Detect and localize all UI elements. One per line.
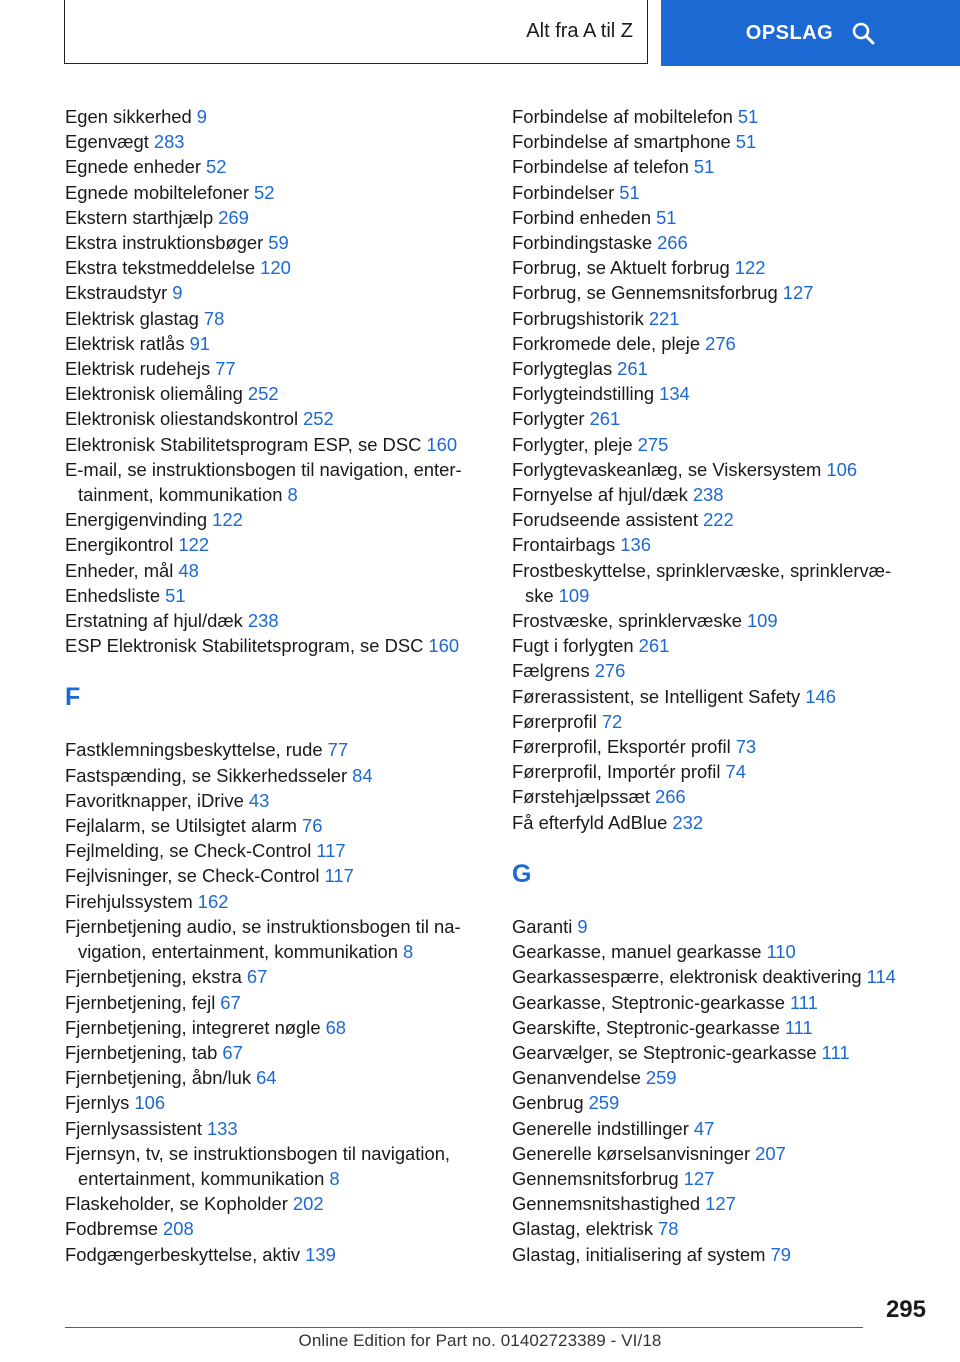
page-reference-link[interactable]: 79	[770, 1243, 791, 1265]
index-entry-text: Frostvæske, sprinklervæske	[512, 610, 742, 632]
page-reference-link[interactable]: 259	[645, 1067, 677, 1089]
page-reference-link[interactable]: 117	[316, 840, 346, 862]
index-entry	[65, 608, 485, 633]
page-reference-link[interactable]: 269	[218, 206, 249, 228]
page-reference-link[interactable]: 9	[196, 106, 208, 127]
index-entry-text: Genbrug	[512, 1092, 584, 1114]
page-reference-link[interactable]: 78	[658, 1218, 679, 1240]
page-reference-link[interactable]: 252	[247, 383, 279, 405]
index-entry-text: Forlygtevaskeanlæg, se Viskersystem	[512, 458, 822, 480]
index-entry	[65, 306, 485, 331]
page-reference-link[interactable]: 122	[734, 257, 766, 279]
page-reference-link[interactable]: 252	[303, 408, 334, 430]
search-icon	[851, 21, 875, 45]
index-entry-text: Få efterfyld AdBlue	[512, 811, 668, 833]
top-navigation	[0, 0, 960, 66]
index-entry	[512, 1141, 912, 1166]
index-entry	[65, 507, 485, 532]
page-reference-link[interactable]: 111	[789, 991, 818, 1013]
index-entry-text: Ekstern starthjælp	[65, 206, 214, 228]
index-entry-text: Flaskeholder, se Kopholder	[65, 1193, 288, 1215]
page-reference-link[interactable]: 52	[206, 156, 227, 178]
page-reference-link[interactable]: 43	[248, 789, 270, 811]
index-entry-text: Fjernbetjening, integreret nøgle	[65, 1016, 321, 1038]
index-entry	[65, 1242, 485, 1267]
index-entry-text: Fjernbetjening audio, se instruktionsbogen til na-vigation, entertainment, kommunikation	[65, 915, 461, 963]
index-entry-text: Generelle kørselsanvisninger	[512, 1142, 751, 1164]
index-entry	[65, 1191, 485, 1216]
index-entry-text: Forkromede dele, pleje	[512, 332, 701, 354]
page-reference-link[interactable]: 134	[659, 383, 690, 405]
page-reference-link[interactable]: 127	[782, 282, 814, 304]
index-entry	[512, 306, 912, 331]
index-entry-text: Fodgængerbeskyttelse, aktiv	[65, 1243, 301, 1265]
index-entry	[512, 381, 912, 406]
page-reference-link[interactable]: 117	[324, 865, 354, 887]
page-reference-link[interactable]: 259	[588, 1092, 620, 1114]
page-reference-link[interactable]: 114	[866, 966, 896, 988]
index-entry-text: Fugt i forlygten	[512, 635, 634, 657]
index-entry-text: Gearvælger, se Steptronic-gearkasse	[512, 1041, 817, 1063]
index-entry-text: Forlygter, pleje	[512, 433, 633, 455]
index-entry-text: Frostbeskyttelse, sprinklervæske, sprinklervæ-ske	[512, 559, 892, 606]
index-entry	[512, 784, 912, 809]
index-entry-text: Elektrisk glastag	[65, 307, 199, 329]
index-entry-text: Ekstra instruktionsbøger	[65, 232, 264, 254]
index-entry-text: Forbindelse af telefon	[512, 156, 689, 178]
page-reference-link[interactable]: 59	[268, 232, 289, 254]
page-reference-link[interactable]: 275	[637, 433, 669, 455]
page-reference-link[interactable]: 72	[601, 710, 623, 732]
page-reference-link[interactable]: 208	[163, 1218, 194, 1240]
index-entry-text: Generelle indstillinger	[512, 1117, 689, 1139]
page-reference-link[interactable]: 8	[402, 941, 414, 963]
index-entry-text: ESP Elektronisk Stabilitetsprogram, se DSC	[65, 635, 424, 657]
index-entry	[65, 532, 485, 557]
page-reference-link[interactable]: 111	[784, 1016, 813, 1038]
index-entry-text: Forbindelse af smartphone	[512, 131, 731, 153]
index-entry	[512, 532, 912, 557]
index-entry-text: Forlygteindstilling	[512, 383, 655, 405]
index-entry-text: Forlygteglas	[512, 358, 613, 380]
index-entry-text: Fastklemningsbeskyttelse, rude	[65, 739, 323, 761]
index-entry-text: Ekstraudstyr	[65, 282, 168, 304]
page-reference-link[interactable]: 222	[703, 509, 734, 531]
page-reference-link[interactable]: 91	[189, 332, 211, 354]
index-entry-text: Fejlvisninger, se Check-Control	[65, 865, 320, 887]
index-entry-text: Gearkasse, Steptronic-gearkasse	[512, 991, 785, 1013]
page-reference-link[interactable]: 221	[648, 307, 680, 329]
page-reference-link[interactable]: 68	[325, 1016, 347, 1038]
index-entry	[65, 255, 485, 280]
index-entry	[512, 331, 912, 356]
page-reference-link[interactable]: 48	[178, 559, 199, 581]
index-entry	[512, 633, 912, 658]
tab-alt-fra-a-til-z[interactable]	[64, 0, 648, 64]
page-reference-link[interactable]: 109	[558, 584, 590, 606]
page-reference-link[interactable]: 139	[305, 1243, 336, 1265]
tab-opslag-label: OPSLAG	[745, 21, 834, 44]
index-entry-text: Forbindelser	[512, 181, 615, 203]
index-entry	[512, 734, 912, 759]
index-entry	[65, 1116, 485, 1141]
page-reference-link[interactable]: 8	[287, 484, 298, 506]
index-entry-text: Fjernlysassistent	[65, 1117, 202, 1139]
page-reference-link[interactable]: 238	[247, 610, 279, 632]
page-reference-link[interactable]: 9	[172, 282, 183, 304]
page-reference-link[interactable]: 266	[657, 232, 688, 254]
index-entry	[65, 457, 485, 507]
index-entry	[512, 759, 912, 784]
index-entry-text: Egen sikkerhed	[65, 106, 192, 127]
page-reference-link[interactable]: 136	[620, 534, 651, 556]
page-reference-link[interactable]: 47	[693, 1117, 715, 1139]
section-letter-g: G	[512, 859, 532, 888]
index-entry	[512, 154, 912, 179]
index-entry	[512, 939, 912, 964]
page-reference-link[interactable]: 106	[826, 458, 858, 480]
index-entry-text: Fastspænding, se Sikkerhedsseler	[65, 764, 348, 786]
index-entry	[65, 406, 485, 431]
index-entry	[512, 709, 912, 734]
index-entry	[512, 558, 912, 608]
index-column-left	[65, 104, 485, 1267]
page-reference-link[interactable]: 160	[426, 433, 458, 455]
index-entry	[65, 356, 485, 381]
index-entry	[65, 838, 485, 863]
index-entry	[65, 154, 485, 179]
index-entry-text: Gearkassespærre, elektronisk deaktivering	[512, 966, 862, 988]
tab-az-label: Alt fra A til Z	[526, 20, 633, 42]
page-reference-link[interactable]: 106	[134, 1092, 166, 1114]
index-entry	[512, 129, 912, 154]
index-entry	[512, 406, 912, 431]
page-reference-link[interactable]: 52	[254, 181, 275, 203]
index-entry	[65, 1015, 485, 1040]
index-entry-text: Fjernlys	[65, 1092, 130, 1114]
index-entry	[512, 684, 912, 709]
tab-opslag[interactable]	[661, 0, 960, 66]
index-entry	[65, 889, 485, 914]
index-entry	[65, 558, 485, 583]
index-entry	[65, 280, 485, 305]
index-entry-text: Egnede mobiltelefoner	[65, 181, 250, 203]
index-entry-text: Forbrug, se Aktuelt forbrug	[512, 257, 730, 279]
index-entry-text: Fejlmelding, se Check-Control	[65, 840, 312, 862]
page-reference-link[interactable]: 9	[577, 915, 588, 937]
page-reference-link[interactable]: 162	[197, 890, 229, 912]
index-entry	[65, 1141, 485, 1191]
index-entry	[512, 964, 912, 989]
index-entry	[65, 633, 485, 658]
index-entry-text: Frontairbags	[512, 534, 616, 556]
page-reference-link[interactable]: 110	[766, 941, 796, 963]
page-reference-link[interactable]: 266	[654, 786, 686, 808]
page-reference-link[interactable]: 160	[428, 635, 460, 657]
index-entry-text: Gearkasse, manuel gearkasse	[512, 941, 762, 963]
index-entry-text: Fjernbetjening, åbn/luk	[65, 1067, 252, 1089]
index-entry-text: Gearskifte, Steptronic-gearkasse	[512, 1016, 780, 1038]
index-entry	[512, 658, 912, 683]
index-entry-text: Førerprofil, Eksportér profil	[512, 736, 731, 758]
index-entry	[512, 1065, 912, 1090]
index-entry-text: Fjernbetjening, ekstra	[65, 966, 242, 988]
page-reference-link[interactable]: 74	[725, 761, 746, 783]
index-entry	[65, 205, 485, 230]
index-entry-text: Fjernbetjening, tab	[65, 1041, 218, 1063]
page-reference-link[interactable]: 73	[735, 736, 757, 758]
page-reference-link[interactable]: 76	[301, 815, 323, 837]
page-reference-link[interactable]: 51	[619, 181, 640, 203]
page-reference-link[interactable]: 8	[329, 1167, 340, 1189]
page-reference-link[interactable]: 64	[256, 1067, 277, 1089]
page-reference-link[interactable]: 67	[220, 991, 241, 1013]
index-entry-text: Enheder, mål	[65, 559, 174, 581]
index-entry-text: Ekstra tekstmeddelelse	[65, 257, 256, 279]
index-entry	[512, 432, 912, 457]
index-entry-text: Glastag, elektrisk	[512, 1218, 654, 1240]
footer-edition	[0, 1331, 960, 1351]
index-entry	[512, 104, 912, 129]
index-entry	[512, 507, 912, 532]
index-entry	[512, 457, 912, 482]
index-entry-text: Egenvægt	[65, 131, 149, 153]
page-reference-link[interactable]: 84	[352, 764, 373, 786]
page-reference-link[interactable]: 146	[805, 685, 836, 707]
index-entry-text: Forbrugshistorik	[512, 307, 644, 329]
index-entry-text: Fjernbetjening, fejl	[65, 991, 216, 1013]
index-entry-text: Erstatning af hjul/dæk	[65, 610, 243, 632]
page-reference-link[interactable]: 67	[246, 966, 268, 988]
page-reference-link[interactable]: 111	[821, 1041, 850, 1063]
index-entry	[512, 608, 912, 633]
page-reference-link[interactable]: 283	[153, 131, 185, 153]
index-entry-text: Energikontrol	[65, 534, 174, 556]
index-entry	[512, 1015, 912, 1040]
index-entry	[512, 280, 912, 305]
page-reference-link[interactable]: 122	[212, 509, 243, 531]
index-entry	[65, 914, 485, 964]
page-reference-link[interactable]: 127	[705, 1193, 736, 1215]
index-entry	[512, 914, 912, 939]
index-entry	[65, 1216, 485, 1241]
index-entry-text: Firehjulssystem	[65, 890, 193, 912]
page-reference-link[interactable]: 51	[737, 106, 759, 127]
index-entry-text: Elektronisk oliestandskontrol	[65, 408, 299, 430]
index-entry	[65, 1065, 485, 1090]
page-reference-link[interactable]: 232	[672, 811, 704, 833]
index-entry-text: Enhedsliste	[65, 584, 161, 606]
index-entry	[65, 788, 485, 813]
index-entry	[65, 432, 485, 457]
page-reference-link[interactable]: 120	[260, 257, 291, 279]
page-reference-link[interactable]: 67	[222, 1041, 243, 1063]
index-entry-text: Fodbremse	[65, 1218, 159, 1240]
index-column-right	[512, 104, 912, 1267]
page-reference-link[interactable]: 276	[705, 332, 736, 354]
page-reference-link[interactable]: 51	[165, 584, 186, 606]
index-entry	[65, 180, 485, 205]
footer-divider	[65, 1327, 863, 1328]
index-entry-text: Favoritknapper, iDrive	[65, 789, 244, 811]
index-entry-text: Førstehjælpssæt	[512, 786, 650, 808]
index-entry	[512, 990, 912, 1015]
index-entry	[512, 1216, 912, 1241]
page-reference-link[interactable]: 276	[594, 660, 626, 682]
section-letter-f: F	[65, 683, 81, 712]
index-entry-text: Fejlalarm, se Utilsigtet alarm	[65, 815, 297, 837]
page-reference-link[interactable]: 238	[692, 484, 724, 506]
footer-edition-text: Online Edition for Part no. 01402723389 - VI/18	[298, 1331, 662, 1350]
page-reference-link[interactable]: 261	[617, 358, 648, 380]
page-reference-link[interactable]: 109	[746, 610, 778, 632]
index-entry-text: Gennemsnitsforbrug	[512, 1167, 679, 1189]
index-entry-text: Forlygter	[512, 408, 585, 430]
page-reference-link[interactable]: 51	[693, 156, 715, 178]
index-entry	[512, 255, 912, 280]
page-reference-link[interactable]: 261	[589, 408, 621, 430]
index-entry-text: Forbind enheden	[512, 206, 652, 228]
index-entry-text: E-mail, se instruktionsbogen til navigation, enter-tainment, kommunikation	[65, 458, 462, 506]
page-reference-link[interactable]: 51	[656, 206, 677, 228]
index-entry	[65, 813, 485, 838]
index-entry	[65, 737, 485, 762]
index-entry-text: Elektrisk ratlås	[65, 332, 185, 354]
index-entry	[65, 104, 485, 129]
index-entry	[65, 331, 485, 356]
index-entry-text: Genanvendelse	[512, 1067, 641, 1089]
page-reference-link[interactable]: 207	[755, 1142, 786, 1164]
index-entry-text: Forbindingstaske	[512, 232, 653, 254]
index-entry	[512, 1090, 912, 1115]
index-entry	[65, 381, 485, 406]
page-reference-link[interactable]: 51	[735, 131, 757, 153]
index-entry	[65, 230, 485, 255]
index-entry	[65, 129, 485, 154]
index-entry-text: Glastag, initialisering af system	[512, 1243, 766, 1265]
index-entry	[512, 230, 912, 255]
page-reference-link[interactable]: 202	[292, 1193, 324, 1215]
page-number: 295	[885, 1296, 926, 1323]
page-reference-link[interactable]: 261	[638, 635, 670, 657]
index-entry	[65, 1090, 485, 1115]
index-entry	[512, 1116, 912, 1141]
index-entry-text: Energigenvinding	[65, 509, 208, 531]
index-entry-text: Gennemsnitshastighed	[512, 1193, 701, 1215]
index-entry-text: Forudseende assistent	[512, 509, 699, 531]
index-entry-text: Forbrug, se Gennemsnitsforbrug	[512, 282, 778, 304]
index-entry-text: Førerprofil	[512, 710, 597, 732]
index-entry	[512, 1040, 912, 1065]
index-entry	[65, 763, 485, 788]
index-entry-text: Førerassistent, se Intelligent Safety	[512, 685, 801, 707]
index-entry	[65, 990, 485, 1015]
page-reference-link[interactable]: 77	[215, 358, 236, 380]
index-entry-text: Elektronisk oliemåling	[65, 383, 243, 405]
page-reference-link[interactable]: 127	[683, 1167, 715, 1189]
page-reference-link[interactable]: 122	[178, 534, 210, 556]
index-entry	[512, 1242, 912, 1267]
index-entry-text: Elektronisk Stabilitetsprogram ESP, se DSC	[65, 433, 422, 455]
page-reference-link[interactable]: 133	[206, 1117, 238, 1139]
index-entry-text: Elektrisk rudehejs	[65, 358, 211, 380]
index-entry	[65, 863, 485, 888]
page-reference-link[interactable]: 77	[327, 739, 349, 761]
index-entry	[512, 1191, 912, 1216]
index-entry-text: Fælgrens	[512, 660, 590, 682]
index-entry	[65, 964, 485, 989]
page-reference-link[interactable]: 78	[203, 307, 225, 329]
index-entry	[512, 180, 912, 205]
index-entry-text: Egnede enheder	[65, 156, 202, 178]
index-entry	[512, 356, 912, 381]
index-entry	[512, 205, 912, 230]
index-entry	[512, 1166, 912, 1191]
index-entry-text: Førerprofil, Importér profil	[512, 761, 721, 783]
index-entry	[512, 810, 912, 835]
index-entry	[512, 482, 912, 507]
index-entry-text: Fornyelse af hjul/dæk	[512, 484, 688, 506]
index-entry-text: Fjernsyn, tv, se instruktionsbogen til navigation, entertainment, kommunikation	[65, 1142, 451, 1189]
index-entry	[65, 1040, 485, 1065]
index-entry-text: Garanti	[512, 915, 573, 937]
index-entry-text: Forbindelse af mobiltelefon	[512, 106, 733, 127]
index-entry	[65, 583, 485, 608]
